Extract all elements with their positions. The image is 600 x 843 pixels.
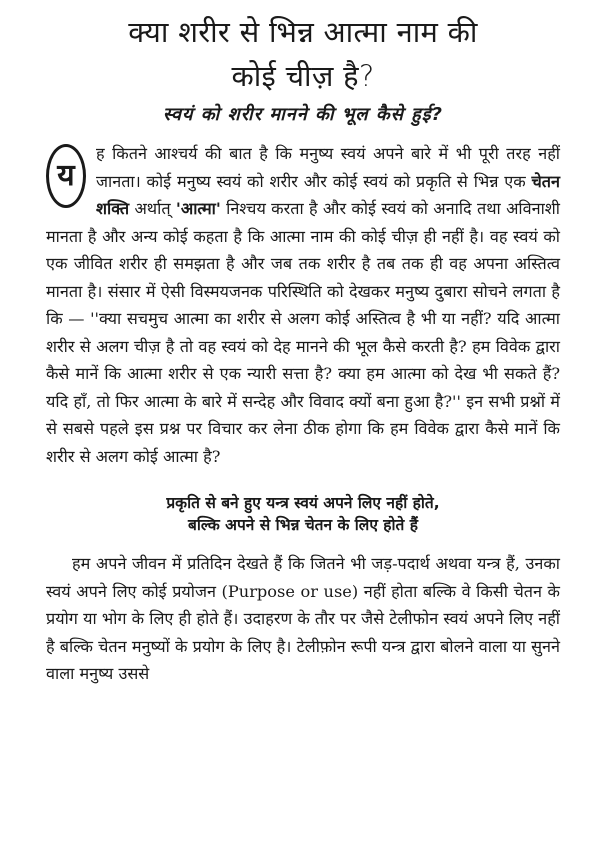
page-title bbox=[46, 10, 560, 98]
page-subtitle: स्वयं को शरीर मानने की भूल कैसे हुई? bbox=[162, 104, 443, 125]
intro-bold-1: चेतन शक्ति bbox=[96, 171, 560, 218]
intro-text-2: अर्थात् bbox=[129, 199, 176, 218]
intro-paragraph bbox=[46, 140, 560, 470]
drop-cap: य bbox=[46, 144, 86, 208]
intro-text-3: निश्चय करता है और कोई स्वयं को अनादि तथा अविनाशी मानता है और अन्य कोई कहता है कि आत्मा नाम की कोई चीज़ ही नहीं है। वह स्वयं को एक जीवित शरीर ही समझता है और जब तक शरीर है तब तक ही वह अपना अस्तित्व मानता है। संसार में ऐसी विस्मयजनक परिस्थिति को देखकर मनुष्य दुबारा सोचने लगता है कि — ''क्या सचमुच आत्मा का शरीर से अलग कोई अस्तित्व है भी या नहीं? यदि आत्मा शरीर से अलग चीज़ है तो वह स्वयं को देह मानने की भूल कैसे करती है? हम विवेक द्वारा कैसे मानें कि आत्मा शरीर से एक न्यारी सत्ता है? क्या हम आत्मा को देख भी सकते हैं? यदि हाँ, तो फिर आत्मा के बारे में सन्देह और विवाद क्यों बना हुआ है?'' इन सभी प्रश्नों में से सबसे पहले इस प्रश्न पर विचार कर लेना ठीक होगा कि हम विवेक द्वारा कैसे मानें कि शरीर से अलग कोई आत्मा है? bbox=[46, 199, 561, 466]
section-heading-line-2: बल्कि अपने से भिन्न चेतन के लिए होते हैं bbox=[188, 516, 418, 534]
section-heading-line-1: प्रकृति से बने हुए यन्त्र स्वयं अपने लिए नहीं होते, bbox=[166, 494, 440, 512]
title-line-1: क्या शरीर से भिन्न आत्मा नाम की bbox=[128, 15, 478, 49]
section-heading bbox=[46, 492, 560, 536]
intro-text-1: ह कितने आश्चर्य की बात है कि मनुष्य स्वयं अपने बारे में भी पूरी तरह नहीं जानता। कोई मनुष्य स्वयं को शरीर और कोई स्वयं को प्रकृति से भिन्न एक bbox=[96, 144, 560, 191]
intro-bold-2: 'आत्मा' bbox=[175, 199, 221, 218]
title-line-2: कोई चीज़ है? bbox=[231, 59, 375, 93]
section-body-paragraph: हम अपने जीवन में प्रतिदिन देखते हैं कि जितने भी जड़-पदार्थ अथवा यन्त्र हैं, उनका स्वयं अपने लिए कोई प्रयोजन (Purpose or use) नहीं होता बल्कि वे किसी चेतन के प्रयोग या भोग के लिए ही होते हैं। उदाहरण के तौर पर जैसे टेलीफोन स्वयं अपने लिए नहीं है बल्कि चेतन मनुष्यों के प्रयोग के लिए है। टेलीफ़ोन रूपी यन्त्र द्वारा बोलने वाला या सुनने वाला मनुष्य उससे bbox=[46, 554, 560, 683]
